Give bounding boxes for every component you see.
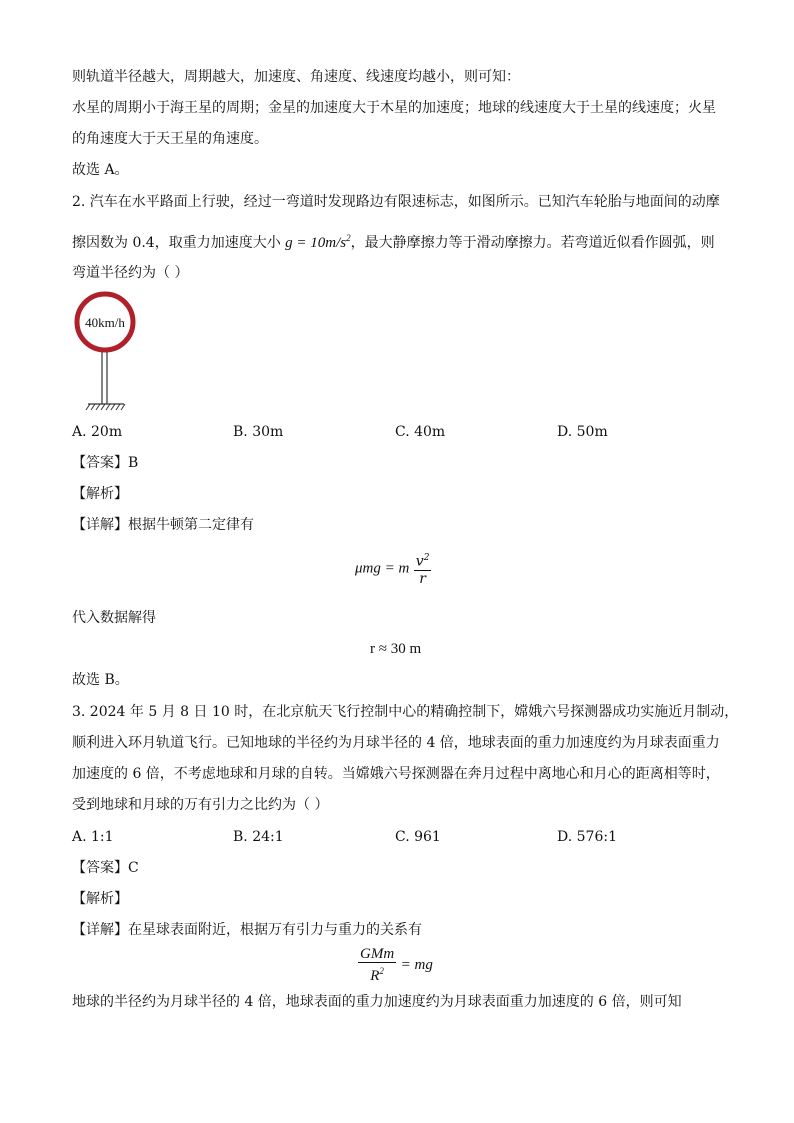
q3-line-2: 顺利进入环月轨道飞行。已知地球的半径约为月球半径的 4 倍，地球表面的重力加速度约为月球表面重力 <box>72 735 720 751</box>
q2-analysis: 【解析】 <box>72 486 128 502</box>
q2-option-c: C. 40m <box>395 424 446 440</box>
q2-line-2 <box>72 229 715 252</box>
q3-option-c: C. 961 <box>395 829 441 845</box>
q3-line-4: 受到地球和月球的万有引力之比约为（ ） <box>72 797 329 813</box>
q3-option-d: D. 576:1 <box>557 829 617 845</box>
q2-eq1-num: v <box>415 553 424 570</box>
sign-speed-text: 40km/h <box>85 315 125 330</box>
q3-option-b: B. 24:1 <box>233 829 284 845</box>
q2-detail: 【详解】根据牛顿第二定律有 <box>72 517 254 533</box>
ground-hatch <box>86 404 125 410</box>
q3-eq-num: GMm <box>360 946 395 962</box>
intro-choice: 故选 A。 <box>72 162 129 178</box>
q2-option-b: B. 30m <box>233 424 284 440</box>
q3-eq-fraction <box>358 946 396 984</box>
q3-answer: 【答案】C <box>72 860 139 876</box>
q2-line-1: 2. 汽车在水平路面上行驶，经过一弯道时发现路边有限速标志，如图所示。已知汽车轮胎与地面间的动摩 <box>72 194 720 210</box>
q2-eq1-left: μmg = m <box>355 560 410 577</box>
q3-eq-right: = mg <box>400 957 433 973</box>
q2-substitute: 代入数据解得 <box>72 610 156 626</box>
q2-gravity-value: g = 10m/s <box>285 235 347 251</box>
q3-detail: 【详解】在星球表面附近，根据万有引力与重力的关系有 <box>72 922 422 938</box>
q2-gravity-expr <box>285 235 350 251</box>
q2-line-3: 弯道半径约为（ ） <box>72 265 189 281</box>
q3-line-3: 加速度的 6 倍，不考虑地球和月球的自转。当嫦娥六号探测器在奔月过程中离地心和月心的距离相等时， <box>72 766 720 782</box>
q2-equation-2: r ≈ 30 m <box>370 641 422 657</box>
q3-equation <box>358 946 433 984</box>
q3-line-1: 3. 2024 年 5 月 8 日 10 时，在北京航天飞行控制中心的精确控制下，嫦娥六号探测器成功实施近月制动， <box>72 704 739 720</box>
q2-option-a: A. 20m <box>72 424 123 440</box>
intro-line-3: 的角速度大于天王星的角速度。 <box>72 131 268 147</box>
q3-eq-den: R <box>370 968 380 984</box>
q2-eq1-num-exp: 2 <box>423 553 430 563</box>
q2-eq1-den: r <box>419 570 426 587</box>
q3-eq-den-exp: 2 <box>379 966 384 976</box>
q2-choice: 故选 B。 <box>72 672 129 688</box>
q2-gravity-exp: 2 <box>346 233 351 243</box>
q3-option-a: A. 1:1 <box>72 829 114 845</box>
q2-option-d: D. 50m <box>557 424 608 440</box>
q2-line-2b: ，最大静摩擦力等于滑动摩擦力。若弯道近似看作圆弧，则 <box>350 235 715 251</box>
intro-line-1: 则轨道半径越大，周期越大，加速度、角速度、线速度均越小，则可知： <box>72 69 520 85</box>
q3-last-line: 地球的半径约为月球半径的 4 倍，地球表面的重力加速度约为月球表面重力加速度的 6 倍，则可知 <box>72 994 682 1010</box>
intro-line-2: 水星的周期小于海王星的周期；金星的加速度大于木星的加速度；地球的线速度大于土星的线速度；火星 <box>72 100 716 116</box>
q2-line-2a: 擦因数为 0.4，取重力加速度大小 <box>72 235 286 251</box>
speed-limit-sign-figure <box>70 290 142 414</box>
q2-eq1-fraction <box>414 550 432 587</box>
q2-answer: 【答案】B <box>72 455 139 471</box>
q3-analysis: 【解析】 <box>72 891 128 907</box>
q2-equation-1 <box>355 550 431 587</box>
